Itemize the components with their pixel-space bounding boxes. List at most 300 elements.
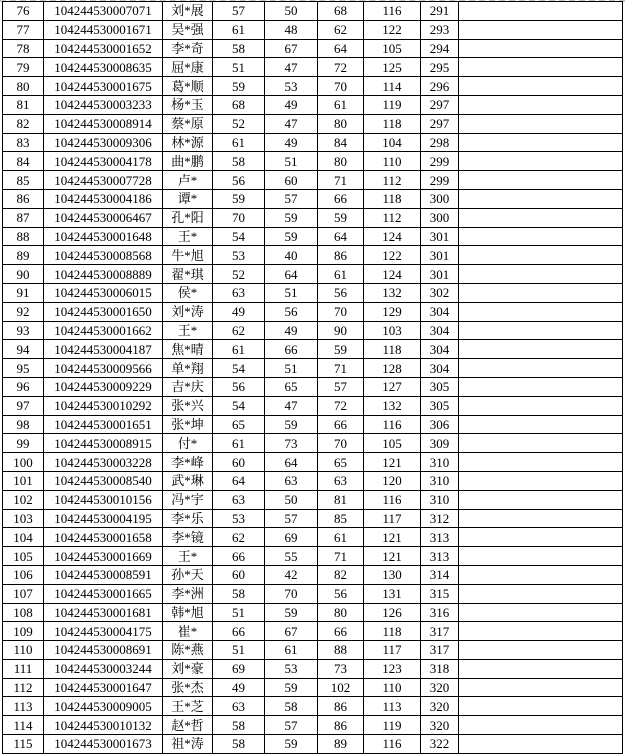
score-2-cell[interactable]: 65 (265, 377, 318, 396)
score-2-cell[interactable]: 66 (265, 340, 318, 359)
score-1-cell[interactable]: 65 (213, 415, 265, 434)
score-2-cell[interactable]: 59 (265, 678, 318, 697)
score-2-cell[interactable]: 57 (265, 189, 318, 208)
name-cell[interactable]: 葛*顺 (163, 77, 213, 96)
candidate-id-cell[interactable]: 104244530001662 (44, 321, 163, 340)
empty-notes-cell[interactable] (459, 377, 623, 396)
name-cell[interactable]: 李*乐 (163, 509, 213, 528)
candidate-id-cell[interactable]: 104244530004175 (44, 622, 163, 641)
name-cell[interactable]: 韩*旭 (163, 603, 213, 622)
score-4-cell[interactable]: 126 (364, 603, 421, 622)
rank-cell[interactable]: 115 (3, 735, 44, 754)
score-2-cell[interactable]: 47 (265, 114, 318, 133)
rank-cell[interactable]: 108 (3, 603, 44, 622)
score-4-cell[interactable]: 112 (364, 171, 421, 190)
score-1-cell[interactable]: 51 (213, 641, 265, 660)
score-3-cell[interactable]: 57 (318, 377, 364, 396)
score-2-cell[interactable]: 40 (265, 246, 318, 265)
score-4-cell[interactable]: 132 (364, 396, 421, 415)
score-1-cell[interactable]: 63 (213, 283, 265, 302)
score-1-cell[interactable]: 63 (213, 490, 265, 509)
rank-cell[interactable]: 111 (3, 659, 44, 678)
empty-notes-cell[interactable] (459, 171, 623, 190)
score-4-cell[interactable]: 118 (364, 340, 421, 359)
score-2-cell[interactable]: 67 (265, 39, 318, 58)
score-3-cell[interactable]: 61 (318, 528, 364, 547)
empty-notes-cell[interactable] (459, 208, 623, 227)
name-cell[interactable]: 牛*旭 (163, 246, 213, 265)
name-cell[interactable]: 张*兴 (163, 396, 213, 415)
name-cell[interactable]: 崔* (163, 622, 213, 641)
score-2-cell[interactable]: 53 (265, 659, 318, 678)
score-4-cell[interactable]: 124 (364, 227, 421, 246)
empty-notes-cell[interactable] (459, 735, 623, 754)
candidate-id-cell[interactable]: 104244530001651 (44, 415, 163, 434)
name-cell[interactable]: 赵*哲 (163, 716, 213, 735)
candidate-id-cell[interactable]: 104244530008691 (44, 641, 163, 660)
score-4-cell[interactable]: 122 (364, 246, 421, 265)
score-1-cell[interactable]: 66 (213, 622, 265, 641)
total-score-cell[interactable]: 312 (421, 509, 459, 528)
score-3-cell[interactable]: 70 (318, 434, 364, 453)
empty-notes-cell[interactable] (459, 283, 623, 302)
empty-notes-cell[interactable] (459, 302, 623, 321)
score-3-cell[interactable]: 66 (318, 189, 364, 208)
score-3-cell[interactable]: 86 (318, 716, 364, 735)
score-1-cell[interactable]: 59 (213, 77, 265, 96)
total-score-cell[interactable]: 305 (421, 377, 459, 396)
score-2-cell[interactable]: 59 (265, 415, 318, 434)
total-score-cell[interactable]: 317 (421, 641, 459, 660)
rank-cell[interactable]: 103 (3, 509, 44, 528)
rank-cell[interactable]: 97 (3, 396, 44, 415)
rank-cell[interactable]: 112 (3, 678, 44, 697)
score-3-cell[interactable]: 73 (318, 659, 364, 678)
rank-cell[interactable]: 92 (3, 302, 44, 321)
score-4-cell[interactable]: 118 (364, 114, 421, 133)
score-4-cell[interactable]: 118 (364, 622, 421, 641)
score-4-cell[interactable]: 112 (364, 208, 421, 227)
total-score-cell[interactable]: 306 (421, 415, 459, 434)
empty-notes-cell[interactable] (459, 133, 623, 152)
score-1-cell[interactable]: 58 (213, 152, 265, 171)
score-4-cell[interactable]: 123 (364, 659, 421, 678)
total-score-cell[interactable]: 313 (421, 547, 459, 566)
score-3-cell[interactable]: 82 (318, 565, 364, 584)
total-score-cell[interactable]: 310 (421, 453, 459, 472)
empty-notes-cell[interactable] (459, 678, 623, 697)
rank-cell[interactable]: 90 (3, 265, 44, 284)
total-score-cell[interactable]: 309 (421, 434, 459, 453)
score-1-cell[interactable]: 59 (213, 189, 265, 208)
score-4-cell[interactable]: 124 (364, 265, 421, 284)
empty-notes-cell[interactable] (459, 39, 623, 58)
total-score-cell[interactable]: 304 (421, 359, 459, 378)
name-cell[interactable]: 王* (163, 547, 213, 566)
name-cell[interactable]: 谭* (163, 189, 213, 208)
score-4-cell[interactable]: 117 (364, 509, 421, 528)
empty-notes-cell[interactable] (459, 509, 623, 528)
score-4-cell[interactable]: 122 (364, 20, 421, 39)
candidate-id-cell[interactable]: 104244530009566 (44, 359, 163, 378)
score-3-cell[interactable]: 64 (318, 39, 364, 58)
rank-cell[interactable]: 114 (3, 716, 44, 735)
name-cell[interactable]: 卢* (163, 171, 213, 190)
total-score-cell[interactable]: 297 (421, 114, 459, 133)
score-1-cell[interactable]: 57 (213, 2, 265, 21)
total-score-cell[interactable]: 313 (421, 528, 459, 547)
empty-notes-cell[interactable] (459, 340, 623, 359)
total-score-cell[interactable]: 304 (421, 340, 459, 359)
rank-cell[interactable]: 81 (3, 95, 44, 114)
score-3-cell[interactable]: 90 (318, 321, 364, 340)
total-score-cell[interactable]: 317 (421, 622, 459, 641)
score-4-cell[interactable]: 121 (364, 528, 421, 547)
score-2-cell[interactable]: 70 (265, 584, 318, 603)
score-2-cell[interactable]: 51 (265, 152, 318, 171)
name-cell[interactable]: 付* (163, 434, 213, 453)
rank-cell[interactable]: 101 (3, 471, 44, 490)
score-1-cell[interactable]: 62 (213, 528, 265, 547)
candidate-id-cell[interactable]: 104244530010156 (44, 490, 163, 509)
empty-notes-cell[interactable] (459, 114, 623, 133)
empty-notes-cell[interactable] (459, 189, 623, 208)
name-cell[interactable]: 翟*琪 (163, 265, 213, 284)
candidate-id-cell[interactable]: 104244530007071 (44, 2, 163, 21)
rank-cell[interactable]: 109 (3, 622, 44, 641)
rank-cell[interactable]: 79 (3, 58, 44, 77)
rank-cell[interactable]: 113 (3, 697, 44, 716)
total-score-cell[interactable]: 304 (421, 321, 459, 340)
rank-cell[interactable]: 96 (3, 377, 44, 396)
name-cell[interactable]: 祖*涛 (163, 735, 213, 754)
score-1-cell[interactable]: 56 (213, 377, 265, 396)
score-4-cell[interactable]: 114 (364, 77, 421, 96)
candidate-id-cell[interactable]: 104244530008914 (44, 114, 163, 133)
empty-notes-cell[interactable] (459, 471, 623, 490)
name-cell[interactable]: 吉*庆 (163, 377, 213, 396)
score-4-cell[interactable]: 131 (364, 584, 421, 603)
score-1-cell[interactable]: 61 (213, 20, 265, 39)
score-3-cell[interactable]: 66 (318, 415, 364, 434)
score-2-cell[interactable]: 47 (265, 58, 318, 77)
score-2-cell[interactable]: 51 (265, 359, 318, 378)
rank-cell[interactable]: 106 (3, 565, 44, 584)
score-1-cell[interactable]: 66 (213, 547, 265, 566)
rank-cell[interactable]: 76 (3, 2, 44, 21)
candidate-id-cell[interactable]: 104244530001650 (44, 302, 163, 321)
score-2-cell[interactable]: 67 (265, 622, 318, 641)
score-4-cell[interactable]: 119 (364, 716, 421, 735)
name-cell[interactable]: 王* (163, 227, 213, 246)
name-cell[interactable]: 王*芝 (163, 697, 213, 716)
rank-cell[interactable]: 85 (3, 171, 44, 190)
name-cell[interactable]: 吴*强 (163, 20, 213, 39)
candidate-id-cell[interactable]: 104244530008889 (44, 265, 163, 284)
rank-cell[interactable]: 104 (3, 528, 44, 547)
score-3-cell[interactable]: 59 (318, 340, 364, 359)
candidate-id-cell[interactable]: 104244530001673 (44, 735, 163, 754)
score-2-cell[interactable]: 57 (265, 509, 318, 528)
total-score-cell[interactable]: 310 (421, 471, 459, 490)
candidate-id-cell[interactable]: 104244530009005 (44, 697, 163, 716)
empty-notes-cell[interactable] (459, 641, 623, 660)
score-3-cell[interactable]: 86 (318, 697, 364, 716)
empty-notes-cell[interactable] (459, 227, 623, 246)
rank-cell[interactable]: 91 (3, 283, 44, 302)
score-2-cell[interactable]: 58 (265, 697, 318, 716)
total-score-cell[interactable]: 301 (421, 227, 459, 246)
name-cell[interactable]: 王* (163, 321, 213, 340)
name-cell[interactable]: 武*琳 (163, 471, 213, 490)
name-cell[interactable]: 陈*燕 (163, 641, 213, 660)
name-cell[interactable]: 李*奇 (163, 39, 213, 58)
rank-cell[interactable]: 87 (3, 208, 44, 227)
name-cell[interactable]: 单*翔 (163, 359, 213, 378)
total-score-cell[interactable]: 297 (421, 95, 459, 114)
name-cell[interactable]: 刘*涛 (163, 302, 213, 321)
name-cell[interactable]: 焦*晴 (163, 340, 213, 359)
total-score-cell[interactable]: 310 (421, 490, 459, 509)
total-score-cell[interactable]: 294 (421, 39, 459, 58)
rank-cell[interactable]: 105 (3, 547, 44, 566)
name-cell[interactable]: 张*杰 (163, 678, 213, 697)
name-cell[interactable]: 李*洲 (163, 584, 213, 603)
score-2-cell[interactable]: 59 (265, 227, 318, 246)
score-3-cell[interactable]: 61 (318, 265, 364, 284)
empty-notes-cell[interactable] (459, 584, 623, 603)
score-3-cell[interactable]: 102 (318, 678, 364, 697)
rank-cell[interactable]: 83 (3, 133, 44, 152)
score-2-cell[interactable]: 49 (265, 95, 318, 114)
empty-notes-cell[interactable] (459, 58, 623, 77)
score-4-cell[interactable]: 116 (364, 415, 421, 434)
empty-notes-cell[interactable] (459, 246, 623, 265)
rank-cell[interactable]: 94 (3, 340, 44, 359)
total-score-cell[interactable]: 318 (421, 659, 459, 678)
empty-notes-cell[interactable] (459, 415, 623, 434)
candidate-id-cell[interactable]: 104244530001681 (44, 603, 163, 622)
rank-cell[interactable]: 78 (3, 39, 44, 58)
score-2-cell[interactable]: 48 (265, 20, 318, 39)
score-1-cell[interactable]: 70 (213, 208, 265, 227)
empty-notes-cell[interactable] (459, 528, 623, 547)
score-2-cell[interactable]: 73 (265, 434, 318, 453)
candidate-id-cell[interactable]: 104244530007728 (44, 171, 163, 190)
empty-notes-cell[interactable] (459, 77, 623, 96)
score-1-cell[interactable]: 61 (213, 133, 265, 152)
score-2-cell[interactable]: 51 (265, 283, 318, 302)
name-cell[interactable]: 李*峰 (163, 453, 213, 472)
score-1-cell[interactable]: 54 (213, 396, 265, 415)
score-3-cell[interactable]: 71 (318, 547, 364, 566)
score-4-cell[interactable]: 110 (364, 678, 421, 697)
candidate-id-cell[interactable]: 104244530001658 (44, 528, 163, 547)
rank-cell[interactable]: 89 (3, 246, 44, 265)
score-2-cell[interactable]: 42 (265, 565, 318, 584)
candidate-id-cell[interactable]: 104244530008540 (44, 471, 163, 490)
candidate-id-cell[interactable]: 104244530009306 (44, 133, 163, 152)
candidate-id-cell[interactable]: 104244530001675 (44, 77, 163, 96)
rank-cell[interactable]: 80 (3, 77, 44, 96)
score-2-cell[interactable]: 59 (265, 208, 318, 227)
total-score-cell[interactable]: 296 (421, 77, 459, 96)
score-1-cell[interactable]: 51 (213, 603, 265, 622)
name-cell[interactable]: 孔*阳 (163, 208, 213, 227)
candidate-id-cell[interactable]: 104244530008915 (44, 434, 163, 453)
empty-notes-cell[interactable] (459, 95, 623, 114)
name-cell[interactable]: 蔡*原 (163, 114, 213, 133)
total-score-cell[interactable]: 305 (421, 396, 459, 415)
score-2-cell[interactable]: 47 (265, 396, 318, 415)
total-score-cell[interactable]: 304 (421, 302, 459, 321)
rank-cell[interactable]: 82 (3, 114, 44, 133)
rank-cell[interactable]: 88 (3, 227, 44, 246)
score-4-cell[interactable]: 118 (364, 189, 421, 208)
score-2-cell[interactable]: 64 (265, 265, 318, 284)
score-2-cell[interactable]: 57 (265, 716, 318, 735)
score-2-cell[interactable]: 69 (265, 528, 318, 547)
candidate-id-cell[interactable]: 104244530001669 (44, 547, 163, 566)
score-4-cell[interactable]: 105 (364, 434, 421, 453)
score-4-cell[interactable]: 119 (364, 95, 421, 114)
score-2-cell[interactable]: 50 (265, 2, 318, 21)
total-score-cell[interactable]: 299 (421, 171, 459, 190)
candidate-id-cell[interactable]: 104244530001647 (44, 678, 163, 697)
score-3-cell[interactable]: 64 (318, 227, 364, 246)
name-cell[interactable]: 刘*豪 (163, 659, 213, 678)
empty-notes-cell[interactable] (459, 2, 623, 21)
score-1-cell[interactable]: 58 (213, 39, 265, 58)
score-3-cell[interactable]: 72 (318, 58, 364, 77)
total-score-cell[interactable]: 322 (421, 735, 459, 754)
score-1-cell[interactable]: 69 (213, 659, 265, 678)
score-4-cell[interactable]: 104 (364, 133, 421, 152)
rank-cell[interactable]: 110 (3, 641, 44, 660)
score-4-cell[interactable]: 110 (364, 152, 421, 171)
total-score-cell[interactable]: 295 (421, 58, 459, 77)
score-1-cell[interactable]: 52 (213, 114, 265, 133)
score-3-cell[interactable]: 70 (318, 302, 364, 321)
score-3-cell[interactable]: 71 (318, 359, 364, 378)
score-2-cell[interactable]: 60 (265, 171, 318, 190)
score-2-cell[interactable]: 49 (265, 321, 318, 340)
candidate-id-cell[interactable]: 104244530001652 (44, 39, 163, 58)
score-1-cell[interactable]: 58 (213, 584, 265, 603)
score-4-cell[interactable]: 129 (364, 302, 421, 321)
score-1-cell[interactable]: 51 (213, 58, 265, 77)
score-1-cell[interactable]: 54 (213, 227, 265, 246)
score-1-cell[interactable]: 49 (213, 678, 265, 697)
empty-notes-cell[interactable] (459, 265, 623, 284)
score-4-cell[interactable]: 113 (364, 697, 421, 716)
empty-notes-cell[interactable] (459, 490, 623, 509)
score-3-cell[interactable]: 80 (318, 152, 364, 171)
candidate-id-cell[interactable]: 104244530009229 (44, 377, 163, 396)
candidate-id-cell[interactable]: 104244530008591 (44, 565, 163, 584)
score-3-cell[interactable]: 70 (318, 77, 364, 96)
candidate-id-cell[interactable]: 104244530003244 (44, 659, 163, 678)
candidate-id-cell[interactable]: 104244530001665 (44, 584, 163, 603)
total-score-cell[interactable]: 301 (421, 246, 459, 265)
score-3-cell[interactable]: 71 (318, 171, 364, 190)
score-3-cell[interactable]: 72 (318, 396, 364, 415)
score-1-cell[interactable]: 64 (213, 471, 265, 490)
score-1-cell[interactable]: 58 (213, 716, 265, 735)
score-3-cell[interactable]: 61 (318, 95, 364, 114)
candidate-id-cell[interactable]: 104244530004178 (44, 152, 163, 171)
score-2-cell[interactable]: 64 (265, 453, 318, 472)
empty-notes-cell[interactable] (459, 453, 623, 472)
score-1-cell[interactable]: 68 (213, 95, 265, 114)
rank-cell[interactable]: 95 (3, 359, 44, 378)
score-1-cell[interactable]: 60 (213, 565, 265, 584)
empty-notes-cell[interactable] (459, 716, 623, 735)
candidate-id-cell[interactable]: 104244530004187 (44, 340, 163, 359)
score-2-cell[interactable]: 53 (265, 77, 318, 96)
score-4-cell[interactable]: 120 (364, 471, 421, 490)
candidate-id-cell[interactable]: 104244530010132 (44, 716, 163, 735)
total-score-cell[interactable]: 320 (421, 678, 459, 697)
score-3-cell[interactable]: 88 (318, 641, 364, 660)
score-3-cell[interactable]: 81 (318, 490, 364, 509)
name-cell[interactable]: 曲*鹏 (163, 152, 213, 171)
score-4-cell[interactable]: 117 (364, 641, 421, 660)
name-cell[interactable]: 刘*展 (163, 2, 213, 21)
total-score-cell[interactable]: 293 (421, 20, 459, 39)
total-score-cell[interactable]: 315 (421, 584, 459, 603)
score-3-cell[interactable]: 62 (318, 20, 364, 39)
score-4-cell[interactable]: 130 (364, 565, 421, 584)
score-1-cell[interactable]: 61 (213, 340, 265, 359)
name-cell[interactable]: 林*源 (163, 133, 213, 152)
name-cell[interactable]: 李*镜 (163, 528, 213, 547)
candidate-id-cell[interactable]: 104244530006467 (44, 208, 163, 227)
name-cell[interactable]: 杨*玉 (163, 95, 213, 114)
score-3-cell[interactable]: 56 (318, 584, 364, 603)
total-score-cell[interactable]: 302 (421, 283, 459, 302)
score-3-cell[interactable]: 80 (318, 603, 364, 622)
candidate-id-cell[interactable]: 104244530003228 (44, 453, 163, 472)
candidate-id-cell[interactable]: 104244530008568 (44, 246, 163, 265)
empty-notes-cell[interactable] (459, 359, 623, 378)
rank-cell[interactable]: 100 (3, 453, 44, 472)
score-4-cell[interactable]: 128 (364, 359, 421, 378)
score-4-cell[interactable]: 127 (364, 377, 421, 396)
score-1-cell[interactable]: 49 (213, 302, 265, 321)
candidate-id-cell[interactable]: 104244530004186 (44, 189, 163, 208)
rank-cell[interactable]: 99 (3, 434, 44, 453)
name-cell[interactable]: 屈*康 (163, 58, 213, 77)
empty-notes-cell[interactable] (459, 434, 623, 453)
rank-cell[interactable]: 98 (3, 415, 44, 434)
total-score-cell[interactable]: 291 (421, 2, 459, 21)
score-2-cell[interactable]: 50 (265, 490, 318, 509)
score-3-cell[interactable]: 84 (318, 133, 364, 152)
rank-cell[interactable]: 84 (3, 152, 44, 171)
rank-cell[interactable]: 102 (3, 490, 44, 509)
score-3-cell[interactable]: 63 (318, 471, 364, 490)
score-1-cell[interactable]: 54 (213, 359, 265, 378)
rank-cell[interactable]: 93 (3, 321, 44, 340)
total-score-cell[interactable]: 300 (421, 189, 459, 208)
score-4-cell[interactable]: 121 (364, 547, 421, 566)
score-3-cell[interactable]: 80 (318, 114, 364, 133)
score-2-cell[interactable]: 59 (265, 603, 318, 622)
score-4-cell[interactable]: 121 (364, 453, 421, 472)
score-3-cell[interactable]: 68 (318, 2, 364, 21)
score-3-cell[interactable]: 86 (318, 246, 364, 265)
